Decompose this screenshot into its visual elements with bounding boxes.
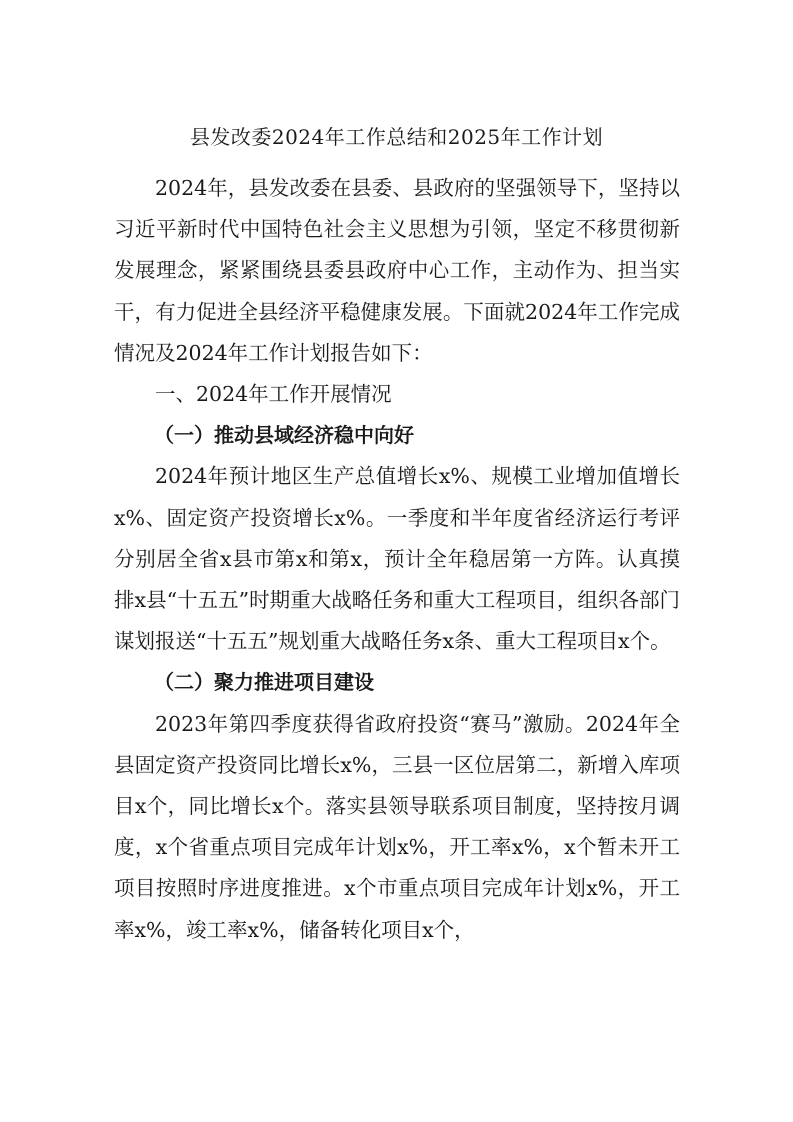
body-paragraph: 2024年预计地区生产总值增长x%、规模工业增加值增长x%、固定资产投资增长x%。一季度和半年度省经济运行考评分别居全省x县市第x和第x，预计全年稳居第一方阵。认真摸排x县“十五五”时期重大战略任务和重大工程项目，组织各部门谋划报送“十五五”规划重大战略任务x条、重大工程项目x个。 (114, 464, 680, 654)
section-heading: 一、2024年工作开展情况 (155, 382, 392, 407)
body-paragraph: 2023年第四季度获得省政府投资“赛马”激励。2024年全县固定资产投资同比增长x%，三县一区位居第二，新增入库项目x个，同比增长x个。落实县领导联系项目制度，坚持按月调度，x个省重点项目完成年计划x%，开工率x%，x个暂未开工项目按照时序进度推进。x个市重点项目完成年计划x%，开工率x%，竣工率x%，储备转化项目x个， (114, 711, 680, 942)
subsection-heading: （二）聚力推进项目建设 (154, 670, 374, 695)
subsection-heading: （一）推动县域经济稳中向好 (154, 423, 414, 448)
intro-paragraph: 2024年，县发改委在县委、县政府的坚强领导下，坚持以习近平新时代中国特色社会主义思想为引领，坚定不移贯彻新发展理念，紧紧围绕县委县政府中心工作，主动作为、担当实干，有力促进全县经济平稳健康发展。下面就2024年工作完成情况及2024年工作计划报告如下： (114, 176, 680, 365)
document-title: 县发改委2024年工作总结和2025年工作计划 (189, 125, 604, 149)
document-body (114, 168, 680, 951)
